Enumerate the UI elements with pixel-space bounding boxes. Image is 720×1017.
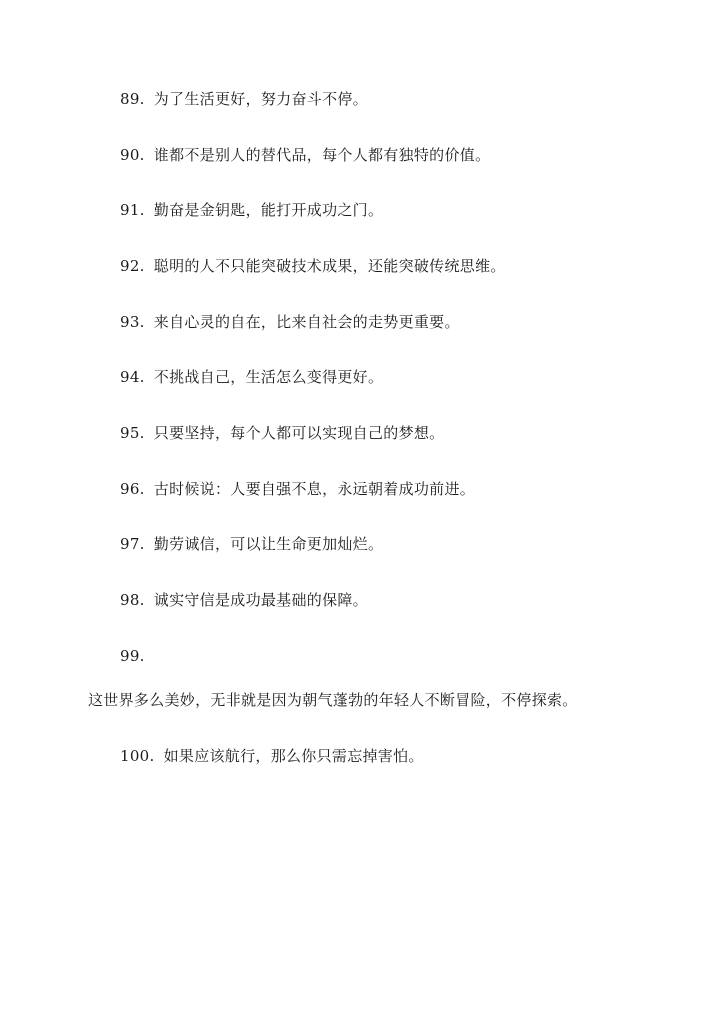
- item-number: 96.: [120, 480, 145, 498]
- item-number: 98.: [120, 591, 145, 609]
- item-text: 这世界多么美妙，无非就是因为朝气蓬勃的年轻人不断冒险，不停探索。: [88, 691, 578, 709]
- list-item: [120, 312, 460, 332]
- list-item: [120, 145, 490, 165]
- item-text: 如果应该航行，那么你只需忘掉害怕。: [163, 747, 424, 765]
- item-number: 90.: [120, 146, 145, 164]
- item-number: 89.: [120, 90, 145, 108]
- item-number: 94.: [120, 368, 145, 386]
- item-text: 来自心灵的自在，比来自社会的走势更重要。: [153, 313, 460, 331]
- list-item: [120, 479, 475, 499]
- list-item: [120, 200, 383, 220]
- item-number: 92.: [120, 257, 145, 275]
- item-text: 诚实守信是成功最基础的保障。: [153, 591, 368, 609]
- item-number: 99.: [120, 647, 145, 665]
- item-text: 聪明的人不只能突破技术成果，还能突破传统思维。: [153, 257, 506, 275]
- list-item-wrapped-text: [88, 690, 578, 710]
- item-text: 为了生活更好，努力奋斗不停。: [153, 90, 368, 108]
- item-number: 100.: [120, 747, 155, 765]
- list-item: [120, 367, 383, 387]
- item-text: 勤劳诚信，可以让生命更加灿烂。: [153, 535, 384, 553]
- list-item: [120, 590, 368, 610]
- item-text: 古时候说：人要自强不息，永远朝着成功前进。: [153, 480, 476, 498]
- item-text: 只要坚持，每个人都可以实现自己的梦想。: [153, 424, 445, 442]
- item-number: 93.: [120, 313, 145, 331]
- item-number: 91.: [120, 201, 145, 219]
- list-item: [120, 534, 383, 554]
- list-item-number-line: [120, 646, 154, 666]
- item-text: 不挑战自己，生活怎么变得更好。: [153, 368, 384, 386]
- list-item: [120, 746, 424, 766]
- item-text: 谁都不是别人的替代品，每个人都有独特的价值。: [153, 146, 491, 164]
- item-text: 勤奋是金钥匙，能打开成功之门。: [153, 201, 384, 219]
- list-item: [120, 423, 444, 443]
- item-number: 95.: [120, 424, 145, 442]
- item-number: 97.: [120, 535, 145, 553]
- list-item: [120, 256, 506, 276]
- list-item: [120, 89, 368, 109]
